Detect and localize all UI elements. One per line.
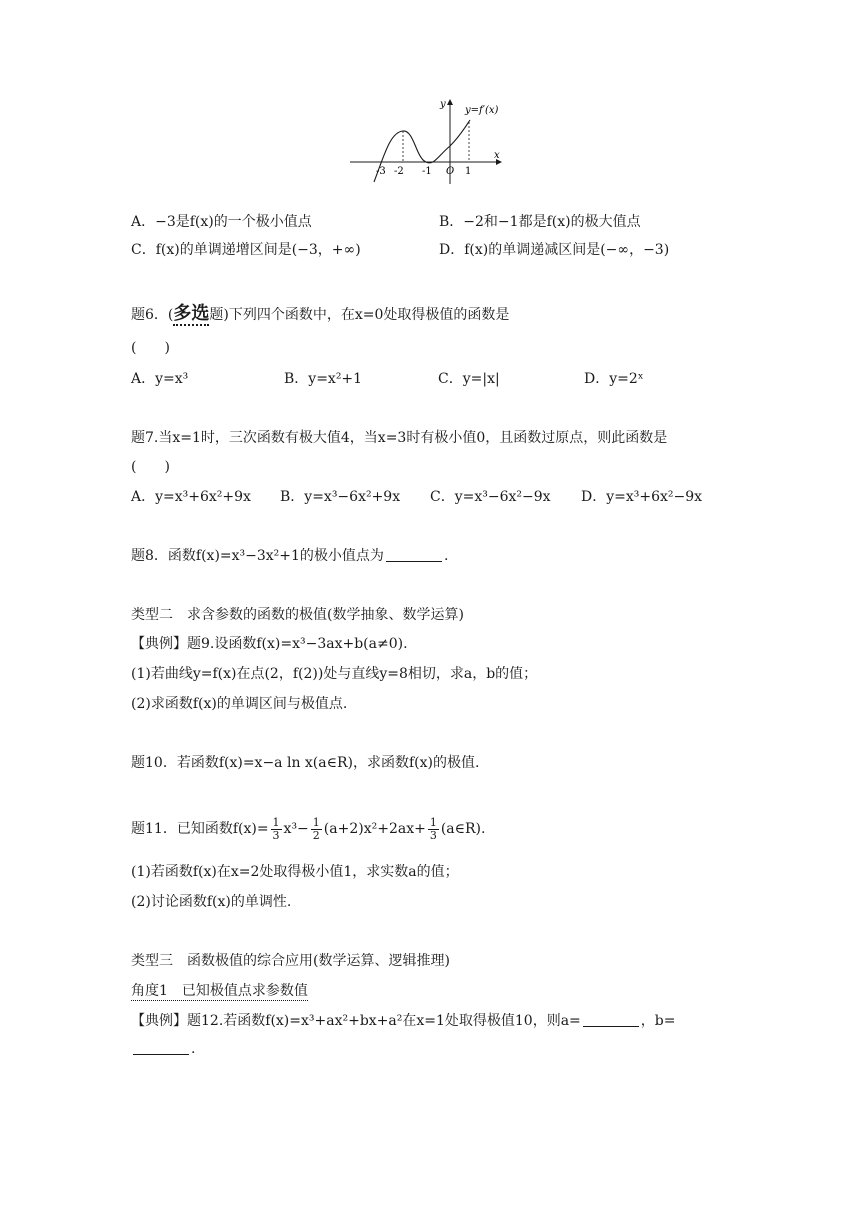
q11-mid2: (a+2)x²+2ax+ <box>323 821 426 837</box>
tick-label-minus-2: -2 <box>394 166 404 177</box>
tick-label-1: 1 <box>465 166 472 177</box>
q10-stem: 题10．若函数f(x)=x−a ln x(a∈R)，求函数f(x)的极值. <box>131 755 480 771</box>
y-axis-arrow <box>447 99 453 105</box>
q11-frac3-num: 1 <box>429 815 437 829</box>
origin-label: O <box>446 166 455 177</box>
q6-stem-text: 题)下列四个函数中，在x=0处取得极值的函数是 <box>209 307 510 323</box>
angle1-heading <box>131 981 308 1001</box>
q11-stem <box>131 814 485 844</box>
q8-stem-text: 题8．函数f(x)=x³−3x²+1的极小值点为 <box>131 548 384 564</box>
q9-stem: 【典例】题9.设函数f(x)=x³−3ax+b(a≠0). <box>131 636 408 652</box>
q9-part2: (2)求函数f(x)的单调区间与极值点. <box>131 696 348 712</box>
q12-answer-blank-b[interactable] <box>133 1040 189 1055</box>
q7-option-a: A．y=x³+6x²+9x <box>131 489 251 505</box>
q5-option-d: D．f(x)的单调递减区间是(−∞，−3) <box>439 242 670 258</box>
type2-heading: 类型二 求含参数的函数的极值(数学抽象、数学运算) <box>131 607 464 623</box>
q11-frac1-den: 3 <box>272 828 280 842</box>
derivative-graph <box>348 96 508 186</box>
q6-stem <box>131 304 509 325</box>
q12-line2 <box>131 1039 195 1059</box>
q11-frac3-den: 3 <box>429 828 437 842</box>
q8-end: . <box>443 548 449 564</box>
q11-pre: 题11．已知函数f(x)= <box>131 821 269 837</box>
q11-part1: (1)若函数f(x)在x=2处取得极小值1，求实数a的值； <box>131 864 459 880</box>
q7-stem: 题7.当x=1时，三次函数有极大值4，当x=3时有极小值0，且函数过原点，则此函数是 <box>131 430 668 446</box>
q9-part1: (1)若曲线y=f(x)在点(2，f(2))处与直线y=8相切，求a，b的值； <box>131 666 538 682</box>
q11-fraction-1 <box>271 817 282 842</box>
q6-multi-select-tag: 多选 <box>173 303 210 324</box>
q7-option-d: D．y=x³+6x²−9x <box>581 489 703 505</box>
q12-stem <box>131 1011 676 1031</box>
q8-stem <box>131 546 448 566</box>
q7-option-c: C．y=x³−6x²−9x <box>430 489 551 505</box>
q7-option-b: B．y=x³−6x²+9x <box>280 489 401 505</box>
type3-heading: 类型三 函数极值的综合应用(数学运算、逻辑推理) <box>131 953 450 969</box>
q11-mid1: x³− <box>283 821 309 837</box>
q6-answer-paren: ( ) <box>131 340 170 356</box>
q6-prefix: 题6．( <box>131 307 174 323</box>
q11-frac2-num: 1 <box>312 815 320 829</box>
q12-end: . <box>191 1041 196 1057</box>
q11-post: (a∈R). <box>440 821 486 837</box>
q5-option-c: C．f(x)的单调递增区间是(−3，+∞) <box>131 242 361 258</box>
q6-option-b: B．y=x²+1 <box>284 371 363 387</box>
curve-label: y=f′(x) <box>465 105 499 116</box>
q11-part2: (2)讨论函数f(x)的单调性. <box>131 894 292 910</box>
q12-answer-blank-a[interactable] <box>583 1012 639 1027</box>
q6-option-a: A．y=x³ <box>131 371 189 387</box>
q5-option-a: A．−3是f(x)的一个极小值点 <box>131 214 312 230</box>
angle1-heading-text: 角度1 已知极值点求参数值 <box>131 983 308 999</box>
q7-answer-paren: ( ) <box>131 459 170 475</box>
y-axis-label: y <box>440 99 446 110</box>
q11-fraction-2 <box>311 817 322 842</box>
q6-option-d: D．y=2ˣ <box>584 371 644 387</box>
q11-frac2-den: 2 <box>312 828 320 842</box>
q11-fraction-3 <box>428 817 439 842</box>
q11-frac1-num: 1 <box>272 815 280 829</box>
tick-label-minus-3: -3 <box>376 166 386 177</box>
x-axis-label: x <box>494 150 500 161</box>
q12-mid: ，b= <box>640 1013 676 1029</box>
q6-option-c: C．y=|x| <box>438 371 500 387</box>
q5-option-b: B．−2和−1都是f(x)的极大值点 <box>439 214 641 230</box>
tick-label-minus-1: -1 <box>422 166 432 177</box>
q8-answer-blank[interactable] <box>386 547 442 562</box>
q12-stem-text: 【典例】题12.若函数f(x)=x³+ax²+bx+a²在x=1处取得极值10，则a= <box>131 1013 581 1029</box>
